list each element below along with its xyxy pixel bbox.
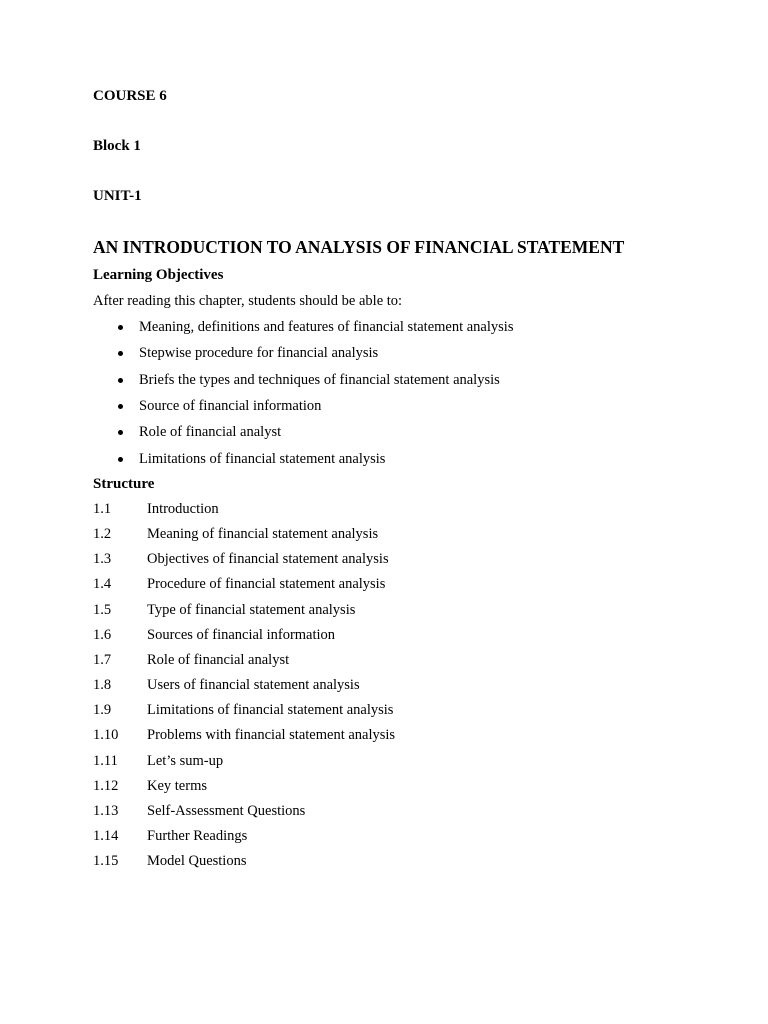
structure-item-text: Further Readings xyxy=(147,827,248,844)
structure-item-number: 1.14 xyxy=(93,827,119,844)
structure-item-text: Objectives of financial statement analysis xyxy=(147,551,389,568)
learning-objectives-intro: After reading this chapter, students should be able to: xyxy=(93,293,403,309)
structure-item-number: 1.15 xyxy=(93,853,119,870)
structure-item-text: Let’s sum-up xyxy=(147,752,224,769)
objective-item: Stepwise procedure for financial analysis xyxy=(139,345,379,362)
bullet-icon xyxy=(118,404,123,409)
unit-label: UNIT-1 xyxy=(93,188,142,204)
bullet-icon xyxy=(118,378,123,383)
page-title: AN INTRODUCTION TO ANALYSIS OF FINANCIAL STATEMENT xyxy=(93,237,625,257)
structure-item-number: 1.1 xyxy=(93,501,112,517)
structure-item-text: Problems with financial statement analysis xyxy=(147,727,396,744)
structure-item-number: 1.5 xyxy=(93,601,112,618)
course-label: COURSE 6 xyxy=(93,88,167,104)
structure-item-text: Role of financial analyst xyxy=(147,651,290,668)
structure-item-number: 1.12 xyxy=(93,777,119,794)
bullet-icon xyxy=(118,351,123,356)
structure-item-number: 1.11 xyxy=(93,752,118,769)
structure-item-text: Meaning of financial statement analysis xyxy=(147,526,379,543)
structure-item-text: Key terms xyxy=(147,777,207,794)
structure-item-text: Introduction xyxy=(147,501,219,517)
objective-item: Limitations of financial statement analysis xyxy=(139,450,386,467)
objective-item: Meaning, definitions and features of financial statement analysis xyxy=(139,319,514,335)
structure-item-number: 1.8 xyxy=(93,677,112,694)
bullet-icon xyxy=(118,430,123,435)
structure-item-number: 1.6 xyxy=(93,626,112,643)
structure-item-text: Model Questions xyxy=(147,853,247,870)
structure-item-text: Self-Assessment Questions xyxy=(147,802,306,819)
objective-item: Role of financial analyst xyxy=(139,424,282,441)
structure-item-text: Limitations of financial statement analysis xyxy=(147,702,394,719)
block-label: Block 1 xyxy=(93,138,141,154)
objective-item: Source of financial information xyxy=(139,397,322,414)
structure-item-number: 1.2 xyxy=(93,526,112,543)
structure-item-number: 1.9 xyxy=(93,702,112,719)
structure-item-number: 1.10 xyxy=(93,727,119,744)
structure-item-text: Type of financial statement analysis xyxy=(147,601,356,618)
structure-item-text: Procedure of financial statement analysis xyxy=(147,576,386,593)
structure-heading: Structure xyxy=(93,476,155,492)
bullet-icon xyxy=(118,325,123,330)
structure-item-text: Sources of financial information xyxy=(147,626,336,643)
structure-item-number: 1.4 xyxy=(93,576,112,593)
learning-objectives-heading: Learning Objectives xyxy=(93,267,224,283)
structure-item-number: 1.7 xyxy=(93,651,112,668)
structure-item-number: 1.13 xyxy=(93,802,119,819)
structure-item-text: Users of financial statement analysis xyxy=(147,677,360,694)
structure-item-number: 1.3 xyxy=(93,551,112,568)
objective-item: Briefs the types and techniques of financial statement analysis xyxy=(139,371,500,388)
bullet-icon xyxy=(118,457,123,462)
